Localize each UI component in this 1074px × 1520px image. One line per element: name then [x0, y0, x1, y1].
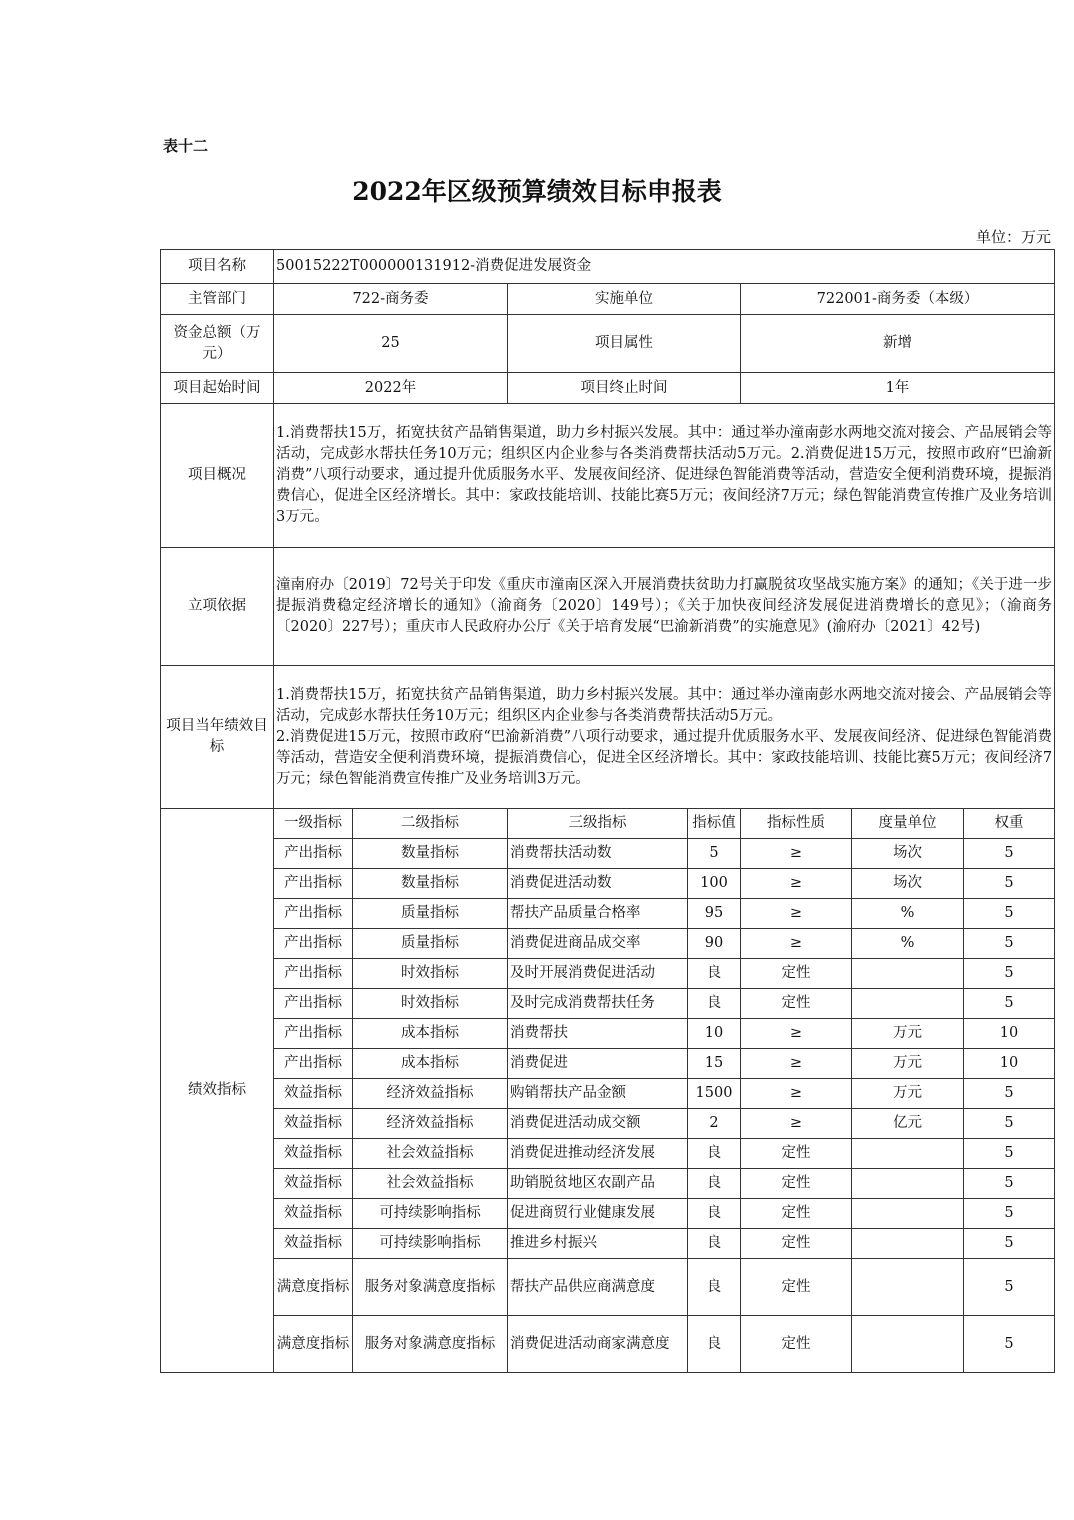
- row-dates: [161, 373, 1055, 404]
- level3-cell: 促进商贸行业健康发展: [508, 1199, 688, 1229]
- indicator-row: [161, 1316, 1055, 1373]
- nature-cell: ≥: [741, 1049, 852, 1079]
- indicator-header-cell: 二级指标: [353, 809, 508, 839]
- target-value-cell: 良: [688, 1139, 741, 1169]
- weight-cell: 5: [964, 869, 1055, 899]
- level1-cell: 满意度指标: [274, 1259, 353, 1316]
- target-value-cell: 10: [688, 1019, 741, 1049]
- level2-cell: 可持续影响指标: [353, 1199, 508, 1229]
- dept-label: 主管部门: [161, 284, 274, 315]
- level2-cell: 质量指标: [353, 929, 508, 959]
- unit-cell: [852, 1316, 964, 1373]
- level1-cell: 效益指标: [274, 1169, 353, 1199]
- level2-cell: 可持续影响指标: [353, 1229, 508, 1259]
- indicator-header-cell: 权重: [964, 809, 1055, 839]
- weight-cell: 5: [964, 1109, 1055, 1139]
- unit-cell: [852, 989, 964, 1019]
- unit-cell: [852, 1199, 964, 1229]
- level3-cell: 帮扶产品质量合格率: [508, 899, 688, 929]
- level1-cell: 产出指标: [274, 869, 353, 899]
- level2-cell: 时效指标: [353, 959, 508, 989]
- level1-cell: 效益指标: [274, 1229, 353, 1259]
- indicator-section: [161, 809, 1055, 1373]
- level3-cell: 及时完成消费帮扶任务: [508, 989, 688, 1019]
- target-value-cell: 2: [688, 1109, 741, 1139]
- indicator-row: [161, 1079, 1055, 1109]
- nature-cell: 定性: [741, 1139, 852, 1169]
- weight-cell: 5: [964, 959, 1055, 989]
- level1-cell: 产出指标: [274, 899, 353, 929]
- basis-label: 立项依据: [161, 548, 274, 666]
- unit-cell: [852, 959, 964, 989]
- level2-cell: 经济效益指标: [353, 1109, 508, 1139]
- unit-cell: 万元: [852, 1049, 964, 1079]
- row-goal: [161, 666, 1055, 809]
- indicator-row: [161, 899, 1055, 929]
- performance-target-table: [160, 249, 1055, 1373]
- start-value: 2022年: [274, 373, 508, 404]
- target-value-cell: 良: [688, 1316, 741, 1373]
- unit-cell: [852, 1139, 964, 1169]
- nature-cell: 定性: [741, 1169, 852, 1199]
- level1-cell: 产出指标: [274, 989, 353, 1019]
- level1-cell: 产出指标: [274, 839, 353, 869]
- weight-cell: 5: [964, 1229, 1055, 1259]
- nature-cell: ≥: [741, 839, 852, 869]
- end-label: 项目终止时间: [508, 373, 741, 404]
- weight-cell: 10: [964, 1049, 1055, 1079]
- level3-cell: 消费促进推动经济发展: [508, 1139, 688, 1169]
- level1-cell: 满意度指标: [274, 1316, 353, 1373]
- weight-cell: 5: [964, 1139, 1055, 1169]
- level3-cell: 消费促进商品成交率: [508, 929, 688, 959]
- target-value-cell: 15: [688, 1049, 741, 1079]
- weight-cell: 5: [964, 1199, 1055, 1229]
- level3-cell: 消费促进活动成交额: [508, 1109, 688, 1139]
- target-value-cell: 95: [688, 899, 741, 929]
- level3-cell: 购销帮扶产品金额: [508, 1079, 688, 1109]
- unit-cell: 万元: [852, 1019, 964, 1049]
- table-number: 表十二: [163, 137, 209, 155]
- unit-label: 单位：万元: [975, 228, 1051, 246]
- unit-cell: 场次: [852, 839, 964, 869]
- level3-cell: 消费帮扶活动数: [508, 839, 688, 869]
- row-department: [161, 284, 1055, 315]
- weight-cell: 10: [964, 1019, 1055, 1049]
- indicator-section-label: 绩效指标: [161, 809, 274, 1373]
- nature-cell: 定性: [741, 1199, 852, 1229]
- nature-cell: ≥: [741, 929, 852, 959]
- target-value-cell: 良: [688, 1169, 741, 1199]
- weight-cell: 5: [964, 1169, 1055, 1199]
- level3-cell: 及时开展消费促进活动: [508, 959, 688, 989]
- level2-cell: 社会效益指标: [353, 1169, 508, 1199]
- indicator-header-row: [161, 809, 1055, 839]
- overview-label: 项目概况: [161, 404, 274, 548]
- fund-label: 资金总额（万元）: [161, 315, 274, 373]
- unit-cell: %: [852, 899, 964, 929]
- row-project-name: [161, 250, 1055, 284]
- weight-cell: 5: [964, 899, 1055, 929]
- document-title: 2022年区级预算绩效目标申报表: [352, 177, 722, 206]
- indicator-header-cell: 指标值: [688, 809, 741, 839]
- target-value-cell: 5: [688, 839, 741, 869]
- project-name-label: 项目名称: [161, 250, 274, 284]
- unit-cell: 亿元: [852, 1109, 964, 1139]
- target-value-cell: 90: [688, 929, 741, 959]
- nature-cell: 定性: [741, 1229, 852, 1259]
- goal-text: [274, 666, 1055, 809]
- indicator-row: [161, 839, 1055, 869]
- unit-cell: [852, 1169, 964, 1199]
- impl-value: 722001-商务委（本级）: [741, 284, 1055, 315]
- level2-cell: 数量指标: [353, 869, 508, 899]
- level1-cell: 效益指标: [274, 1139, 353, 1169]
- unit-cell: 场次: [852, 869, 964, 899]
- level3-cell: 消费促进活动数: [508, 869, 688, 899]
- indicator-row: [161, 1049, 1055, 1079]
- indicator-header-cell: 指标性质: [741, 809, 852, 839]
- weight-cell: 5: [964, 1259, 1055, 1316]
- indicator-row: [161, 1259, 1055, 1316]
- unit-cell: 万元: [852, 1079, 964, 1109]
- target-value-cell: 良: [688, 1229, 741, 1259]
- indicator-row: [161, 959, 1055, 989]
- weight-cell: 5: [964, 1079, 1055, 1109]
- goal-label: 项目当年绩效目标: [161, 666, 274, 809]
- weight-cell: 5: [964, 989, 1055, 1019]
- target-value-cell: 良: [688, 1199, 741, 1229]
- level3-cell: 助销脱贫地区农副产品: [508, 1169, 688, 1199]
- goal-paragraph-1: 1.消费帮扶15万，拓宽扶贫产品销售渠道，助力乡村振兴发展。其中：通过举办潼南彭水两地交流对接会、产品展销会等活动，完成彭水帮扶任务10万元；组织区内企业参与各类消费帮扶活动5万元。: [276, 686, 1053, 724]
- attr-value: 新增: [741, 315, 1055, 373]
- indicator-header-cell: 一级指标: [274, 809, 353, 839]
- nature-cell: ≥: [741, 1079, 852, 1109]
- level2-cell: 质量指标: [353, 899, 508, 929]
- level1-cell: 效益指标: [274, 1079, 353, 1109]
- indicator-row: [161, 869, 1055, 899]
- unit-cell: [852, 1229, 964, 1259]
- level1-cell: 效益指标: [274, 1199, 353, 1229]
- indicator-row: [161, 1019, 1055, 1049]
- project-name-value: 50015222T000000131912-消费促进发展资金: [274, 250, 1055, 284]
- level2-cell: 成本指标: [353, 1019, 508, 1049]
- start-label: 项目起始时间: [161, 373, 274, 404]
- level1-cell: 产出指标: [274, 1019, 353, 1049]
- indicator-row: [161, 1169, 1055, 1199]
- level2-cell: 服务对象满意度指标: [353, 1259, 508, 1316]
- indicator-row: [161, 989, 1055, 1019]
- level2-cell: 成本指标: [353, 1049, 508, 1079]
- level1-cell: 产出指标: [274, 1049, 353, 1079]
- weight-cell: 5: [964, 929, 1055, 959]
- target-value-cell: 100: [688, 869, 741, 899]
- basis-text: 潼南府办〔2019〕72号关于印发《重庆市潼南区深入开展消费扶贫助力打赢脱贫攻坚战实施方案》的通知；《关于进一步提振消费稳定经济增长的通知》（渝商务〔2020〕149号）；《关于加快夜间经济发展促进消费增长的意见》；（渝商务〔2020〕227号）；重庆市人民政府办公厅《关于培育发展“巴渝新消费”的实施意见》(渝府办〔2021〕42号): [274, 548, 1055, 666]
- overview-text: 1.消费帮扶15万，拓宽扶贫产品销售渠道，助力乡村振兴发展。其中：通过举办潼南彭水两地交流对接会、产品展销会等活动，完成彭水帮扶任务10万元；组织区内企业参与各类消费帮扶活动5万元。2.消费促进15万元，按照市政府“巴渝新消费”八项行动要求，通过提升优质服务水平、发展夜间经济、促进绿色智能消费等活动，营造安全便利消费环境，提振消费信心，促进全区经济增长。其中：家政技能培训、技能比赛5万元；夜间经济7万元；绿色智能消费宣传推广及业务培训3万元。: [274, 404, 1055, 548]
- level2-cell: 服务对象满意度指标: [353, 1316, 508, 1373]
- unit-cell: [852, 1259, 964, 1316]
- level2-cell: 经济效益指标: [353, 1079, 508, 1109]
- impl-label: 实施单位: [508, 284, 741, 315]
- indicator-row: [161, 1229, 1055, 1259]
- indicator-row: [161, 1139, 1055, 1169]
- level1-cell: 产出指标: [274, 929, 353, 959]
- end-value: 1年: [741, 373, 1055, 404]
- level2-cell: 社会效益指标: [353, 1139, 508, 1169]
- nature-cell: ≥: [741, 899, 852, 929]
- fund-value: 25: [274, 315, 508, 373]
- target-value-cell: 1500: [688, 1079, 741, 1109]
- row-fund: [161, 315, 1055, 373]
- goal-paragraph-2: 2.消费促进15万元，按照市政府“巴渝新消费”八项行动要求，通过提升优质服务水平、发展夜间经济、促进绿色智能消费等活动，营造安全便利消费环境，提振消费信心，促进全区经济增长。其中：家政技能培训、技能比赛5万元；夜间经济7万元；绿色智能消费宣传推广及业务培训3万元。: [276, 728, 1053, 787]
- dept-value: 722-商务委: [274, 284, 508, 315]
- weight-cell: 5: [964, 1316, 1055, 1373]
- unit-cell: %: [852, 929, 964, 959]
- indicator-header-cell: 三级指标: [508, 809, 688, 839]
- nature-cell: 定性: [741, 959, 852, 989]
- level1-cell: 产出指标: [274, 959, 353, 989]
- nature-cell: ≥: [741, 1019, 852, 1049]
- level3-cell: 消费帮扶: [508, 1019, 688, 1049]
- indicator-row: [161, 1199, 1055, 1229]
- level1-cell: 效益指标: [274, 1109, 353, 1139]
- weight-cell: 5: [964, 839, 1055, 869]
- target-value-cell: 良: [688, 1259, 741, 1316]
- nature-cell: 定性: [741, 989, 852, 1019]
- level3-cell: 推进乡村振兴: [508, 1229, 688, 1259]
- level3-cell: 消费促进活动商家满意度: [508, 1316, 688, 1373]
- target-value-cell: 良: [688, 959, 741, 989]
- nature-cell: 定性: [741, 1259, 852, 1316]
- row-basis: [161, 548, 1055, 666]
- target-value-cell: 良: [688, 989, 741, 1019]
- row-overview: [161, 404, 1055, 548]
- indicator-row: [161, 1109, 1055, 1139]
- level3-cell: 消费促进: [508, 1049, 688, 1079]
- level3-cell: 帮扶产品供应商满意度: [508, 1259, 688, 1316]
- attr-label: 项目属性: [508, 315, 741, 373]
- level2-cell: 数量指标: [353, 839, 508, 869]
- level2-cell: 时效指标: [353, 989, 508, 1019]
- nature-cell: 定性: [741, 1316, 852, 1373]
- indicator-header-cell: 度量单位: [852, 809, 964, 839]
- nature-cell: ≥: [741, 869, 852, 899]
- indicator-row: [161, 929, 1055, 959]
- nature-cell: ≥: [741, 1109, 852, 1139]
